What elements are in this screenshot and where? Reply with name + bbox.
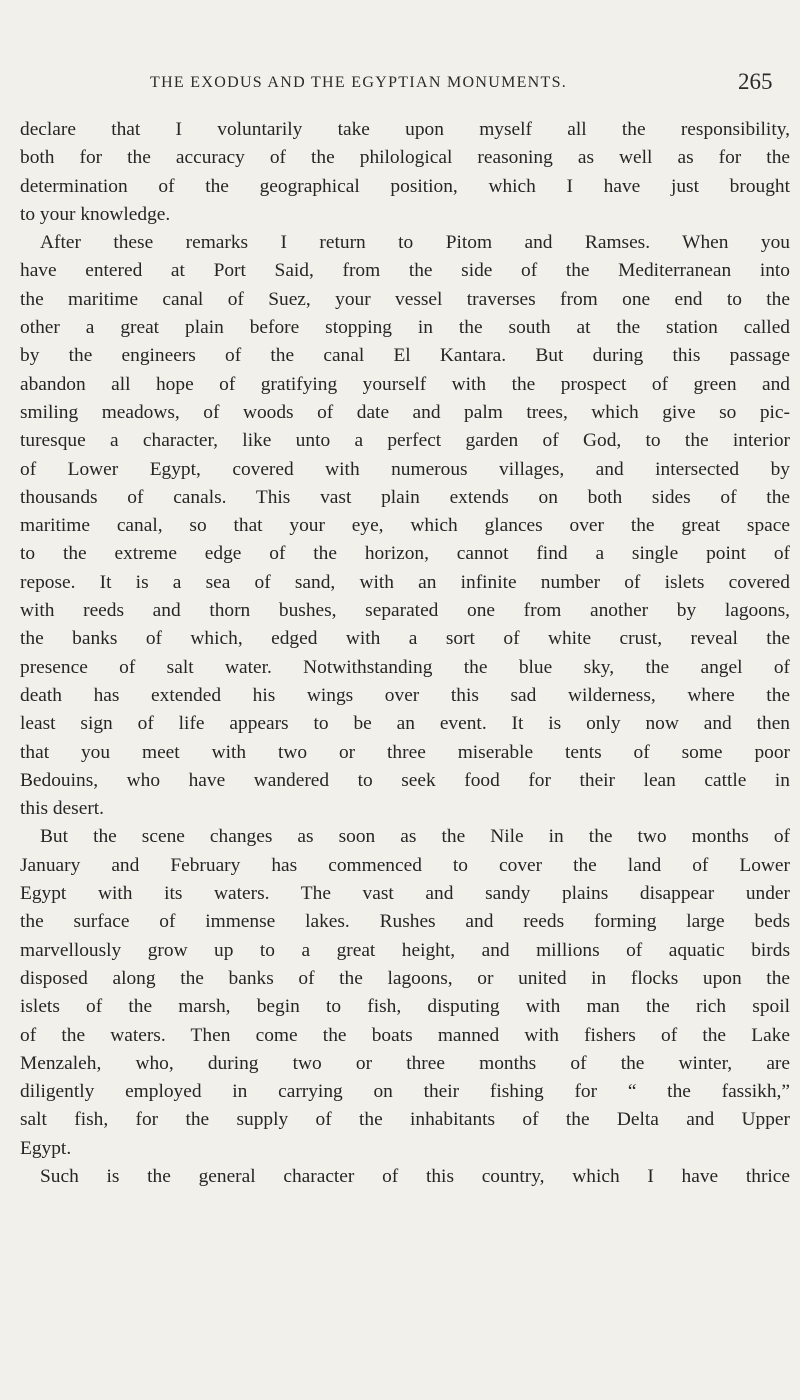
text-line: the banks of which, edged with a sort of white crust, reveal the <box>20 628 790 650</box>
text-line: that you meet with two or three miserable tents of some poor <box>20 741 790 763</box>
text-line: thousands of canals. This vast plain extends on both sides of the <box>20 486 790 508</box>
text-line: But the scene changes as soon as the Nile in the two months of <box>40 826 790 848</box>
text-line: turesque a character, like unto a perfect garden of God, to the interior <box>20 430 790 452</box>
running-head <box>0 69 800 104</box>
text-line: salt fish, for the supply of the inhabitants of the Delta and Upper <box>20 1109 790 1131</box>
running-head-title: THE EXODUS AND THE EGYPTIAN MONUMENTS. <box>150 74 568 91</box>
text-line: by the engineers of the canal El Kantara. But during this passage <box>20 345 790 367</box>
text-line: of Lower Egypt, covered with numerous villages, and intersected by <box>20 458 790 480</box>
text-line: both for the accuracy of the philological reasoning as well as for the <box>20 147 790 169</box>
text-line: January and February has commenced to cover the land of Lower <box>20 854 790 876</box>
page-number: 265 <box>738 69 773 94</box>
text-line: After these remarks I return to Pitom and Ramses. When you <box>40 232 790 254</box>
text-line: Bedouins, who have wandered to seek food for their lean cattle in <box>20 769 790 791</box>
text-line: other a great plain before stopping in the south at the station called <box>20 317 790 339</box>
text-line: abandon all hope of gratifying yourself with the prospect of green and <box>20 373 790 395</box>
text-line: diligently employed in carrying on their fishing for “ the fassikh,” <box>20 1081 790 1103</box>
text-line: least sign of life appears to be an event. It is only now and then <box>20 713 790 735</box>
text-line: islets of the marsh, begin to fish, disputing with man the rich spoil <box>20 996 790 1018</box>
text-line: Egypt with its waters. The vast and sandy plains disappear under <box>20 883 790 905</box>
text-line: declare that I voluntarily take upon myself all the responsibility, <box>20 119 790 140</box>
text-line: the maritime canal of Suez, your vessel traverses from one end to the <box>20 288 790 310</box>
text-line: have entered at Port Said, from the side of the Mediterranean into <box>20 260 790 282</box>
text-line: Egypt. <box>20 1137 72 1159</box>
text-line: Such is the general character of this country, which I have thrice <box>40 1165 790 1187</box>
text-line: presence of salt water. Notwithstanding the blue sky, the angel of <box>20 656 790 678</box>
text-line: Menzaleh, who, during two or three months of the winter, are <box>20 1052 790 1074</box>
text-line: repose. It is a sea of sand, with an infinite number of islets covered <box>20 571 790 593</box>
text-line: determination of the geographical position, which I have just brought <box>20 175 790 197</box>
text-line: disposed along the banks of the lagoons, or united in flocks upon the <box>20 967 790 989</box>
text-line: the surface of immense lakes. Rushes and reeds forming large beds <box>20 911 790 933</box>
text-line: with reeds and thorn bushes, separated one from another by lagoons, <box>20 600 790 622</box>
body-text <box>20 116 790 1191</box>
text-line: this desert. <box>20 798 105 820</box>
text-line: marvellously grow up to a great height, and millions of aquatic birds <box>20 939 790 961</box>
text-line: maritime canal, so that your eye, which glances over the great space <box>20 515 790 537</box>
text-line: smiling meadows, of woods of date and palm trees, which give so pic- <box>20 401 790 423</box>
text-line: death has extended his wings over this sad wilderness, where the <box>20 684 790 706</box>
text-line: of the waters. Then come the boats manned with fishers of the Lake <box>20 1024 790 1046</box>
text-line: to the extreme edge of the horizon, cannot find a single point of <box>20 543 790 565</box>
text-line: to your knowledge. <box>20 203 171 225</box>
